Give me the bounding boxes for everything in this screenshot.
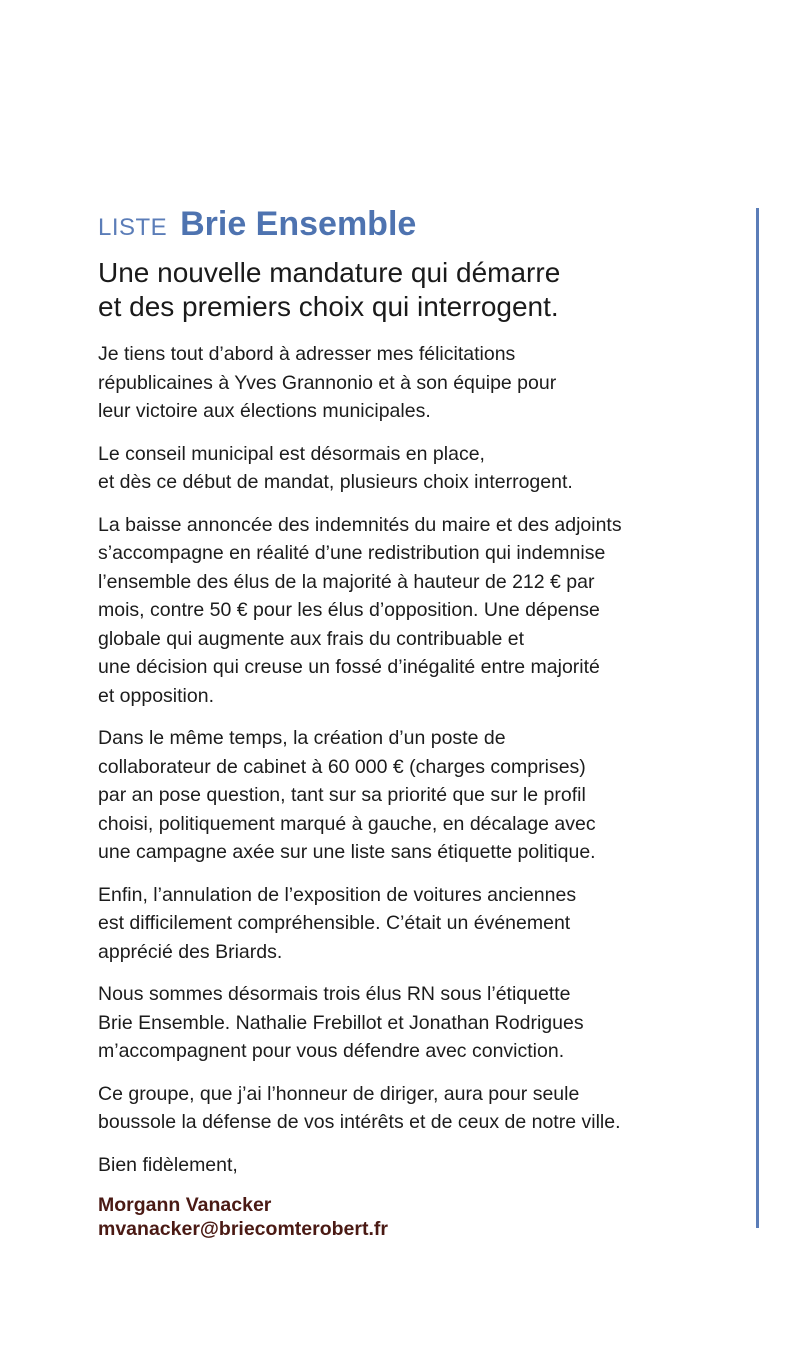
text-line: globale qui augmente aux frais du contribuable et: [98, 627, 525, 650]
text-line: mois, contre 50 € pour les élus d’opposition. Une dépense: [98, 599, 600, 621]
text-line: Dans le même temps, la création d’un poste de: [98, 727, 506, 749]
text-line: apprécié des Briards.: [98, 940, 283, 963]
paragraph-indemnities: [98, 511, 738, 711]
text-line: Je tiens tout d’abord à adresser mes félicitations: [98, 343, 516, 365]
text-line: et dès ce début de mandat, plusieurs choix interrogent.: [98, 471, 573, 493]
text-line: leur victoire aux élections municipales.: [98, 400, 431, 422]
article-title: [98, 256, 738, 324]
text-line: républicaines à Yves Grannonio et à son équipe pour: [98, 371, 557, 394]
paragraph-congratulations: [98, 340, 738, 426]
author-name: Morgann Vanacker: [98, 1194, 272, 1216]
paragraph-council: [98, 440, 738, 497]
closing-salutation: Bien fidèlement,: [98, 1153, 238, 1176]
text-line: par an pose question, tant sur sa priorité que sur le profil: [98, 784, 586, 806]
text-line: Brie Ensemble. Nathalie Frebillot et Jonathan Rodrigues: [98, 1011, 584, 1034]
text-line: et opposition.: [98, 684, 215, 707]
title-line: et des premiers choix qui interrogent.: [98, 291, 559, 322]
author-email: mvanacker@briecomterobert.fr: [98, 1218, 388, 1240]
text-line: est difficilement compréhensible. C’était un événement: [98, 912, 571, 934]
text-line: collaborateur de cabinet à 60 000 € (charges comprises): [98, 755, 586, 778]
liste-label: LISTE: [98, 214, 168, 241]
title-line: Une nouvelle mandature qui démarre: [98, 257, 561, 288]
text-line: l’ensemble des élus de la majorité à hauteur de 212 € par: [98, 570, 595, 593]
column-content: [98, 200, 738, 1241]
paragraph-cabinet: [98, 724, 738, 867]
text-line: Le conseil municipal est désormais en place,: [98, 442, 485, 465]
text-line: boussole la défense de vos intérêts et de ceux de notre ville.: [98, 1111, 621, 1133]
text-line: une campagne axée sur une liste sans étiquette politique.: [98, 841, 596, 863]
text-line: m’accompagnent pour vous défendre avec conviction.: [98, 1040, 565, 1062]
list-name: Brie Ensemble: [180, 205, 417, 243]
list-heading: [98, 200, 738, 252]
text-line: une décision qui creuse un fossé d’inégalité entre majorité: [98, 656, 600, 678]
paragraph-group: [98, 980, 738, 1066]
text-line: s’accompagne en réalité d’une redistribution qui indemnise: [98, 542, 606, 564]
text-line: Ce groupe, que j’ai l’honneur de diriger, aura pour seule: [98, 1082, 580, 1105]
text-line: La baisse annoncée des indemnités du maire et des adjoints: [98, 513, 622, 536]
article-body: [98, 340, 738, 1241]
signature-block: [98, 1193, 738, 1241]
text-line: Enfin, l’annulation de l’exposition de voitures anciennes: [98, 883, 577, 906]
paragraph-compass: [98, 1080, 738, 1137]
text-line: choisi, politiquement marqué à gauche, en décalage avec: [98, 812, 596, 835]
paragraph-exhibition: [98, 881, 738, 967]
vertical-accent-rule: [756, 208, 759, 1228]
text-line: Nous sommes désormais trois élus RN sous l’étiquette: [98, 983, 571, 1005]
